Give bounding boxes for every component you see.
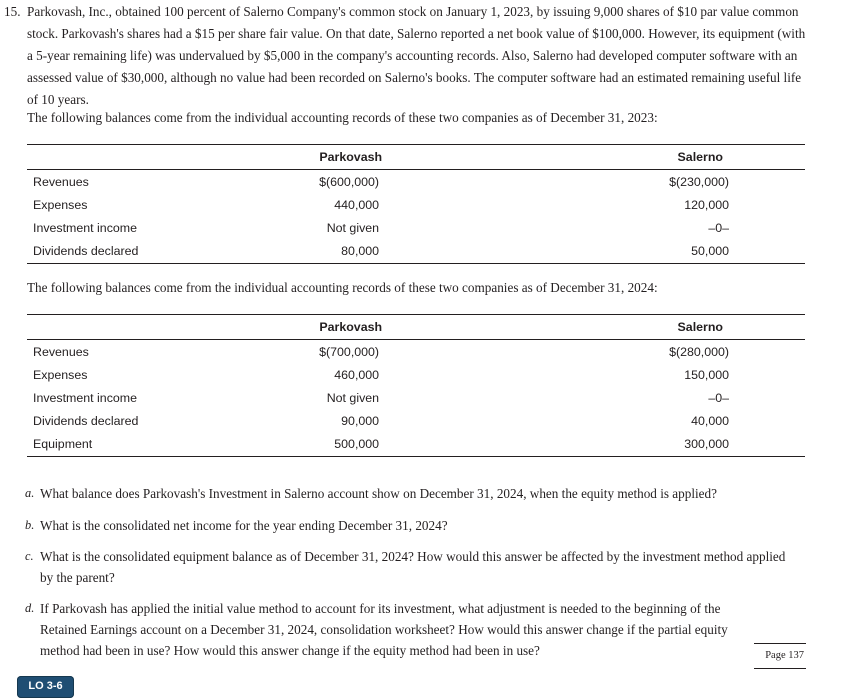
balances-table-2023 [27, 144, 805, 264]
question-a [27, 483, 787, 504]
row-label: Expenses [33, 367, 88, 382]
table-row [27, 386, 805, 409]
header-salerno: Salerno [669, 145, 805, 170]
question-b [27, 515, 787, 536]
page-number: Page 137 [754, 643, 806, 669]
table-row [27, 409, 805, 432]
table-header-row [27, 145, 805, 170]
salerno-value: 300,000 [669, 432, 805, 457]
salerno-value: –0– [708, 220, 729, 235]
question-letter: b. [25, 518, 35, 532]
header-parkovash: Parkovash [319, 315, 669, 340]
problem-text: Parkovash, Inc., obtained 100 percent of Salerno Company's common stock on January 1, 2023, by issuing 9,000 shares of $10 par value common stock. Parkovash's shares had a $15 per share fair value. On that date, Salerno reported a net book value of $100,000. However, its equipment (with a 5-year remaining life) was undervalued by $5,000 in the company's accounting records. Also, Salerno had developed computer software with an assessed value of $30,000, although no value had been recorded on Salerno's books. The computer software had an estimated remaining useful life of 10 years. [27, 4, 806, 107]
header-parkovash: Parkovash [319, 145, 669, 170]
table-row [27, 170, 805, 194]
row-label: Expenses [33, 197, 88, 212]
question-text: What is the consolidated net income for the year ending December 31, 2024? [40, 518, 448, 533]
learning-objective-badge: LO 3-6 [17, 676, 74, 698]
salerno-value: 150,000 [684, 367, 729, 382]
balances-table-2024 [27, 314, 805, 457]
table-row [27, 239, 805, 264]
question-d [27, 598, 767, 661]
row-label: Revenues [33, 344, 89, 359]
parkovash-value: $(700,000) [319, 344, 380, 359]
header-label [27, 315, 319, 340]
salerno-value: 50,000 [669, 239, 805, 264]
row-label: Equipment [27, 432, 319, 457]
header-label [27, 145, 319, 170]
parkovash-value: Not given [326, 220, 380, 235]
table-row [27, 216, 805, 239]
question-c [27, 546, 787, 588]
question-letter: a. [25, 486, 35, 500]
question-text: What is the consolidated equipment balance as of December 31, 2024? How would this answer be affected by the investment method applied by the parent? [40, 549, 786, 585]
table-row [27, 193, 805, 216]
question-text: If Parkovash has applied the initial value method to account for its investment, what adjustment is needed to the beginning of the Retained Earnings account on a December 31, 2024, consolidation worksheet? How would this answer change if the partial equity method had been in use? How would this answer change if the equity method had been in use? [40, 601, 728, 658]
salerno-value: $(230,000) [669, 174, 729, 189]
question-letter: d. [25, 601, 35, 615]
salerno-value: 40,000 [691, 413, 729, 428]
parkovash-value: 440,000 [334, 197, 380, 212]
question-letter: c. [25, 549, 34, 563]
parkovash-value: 90,000 [341, 413, 380, 428]
table-2024-intro: The following balances come from the individual accounting records of these two companies as of December 31, 2024: [27, 280, 658, 295]
salerno-value: 120,000 [684, 197, 729, 212]
salerno-value: –0– [708, 390, 729, 405]
parkovash-value: Not given [326, 390, 380, 405]
table-header-row [27, 315, 805, 340]
problem-number: 15. [4, 4, 21, 19]
table-row [27, 363, 805, 386]
table-2023-intro: The following balances come from the individual accounting records of these two companies as of December 31, 2023: [27, 110, 658, 125]
question-text: What balance does Parkovash's Investment in Salerno account show on December 31, 2024, when the equity method is applied? [40, 486, 717, 501]
parkovash-value: 80,000 [319, 239, 669, 264]
header-salerno: Salerno [669, 315, 805, 340]
table-row [27, 340, 805, 364]
table-row [27, 432, 805, 457]
row-label: Dividends declared [27, 239, 319, 264]
salerno-value: $(280,000) [669, 344, 729, 359]
row-label: Revenues [33, 174, 89, 189]
parkovash-value: 500,000 [319, 432, 669, 457]
row-label: Dividends declared [33, 413, 139, 428]
parkovash-value: $(600,000) [319, 174, 380, 189]
row-label: Investment income [33, 220, 137, 235]
parkovash-value: 460,000 [334, 367, 380, 382]
row-label: Investment income [33, 390, 137, 405]
